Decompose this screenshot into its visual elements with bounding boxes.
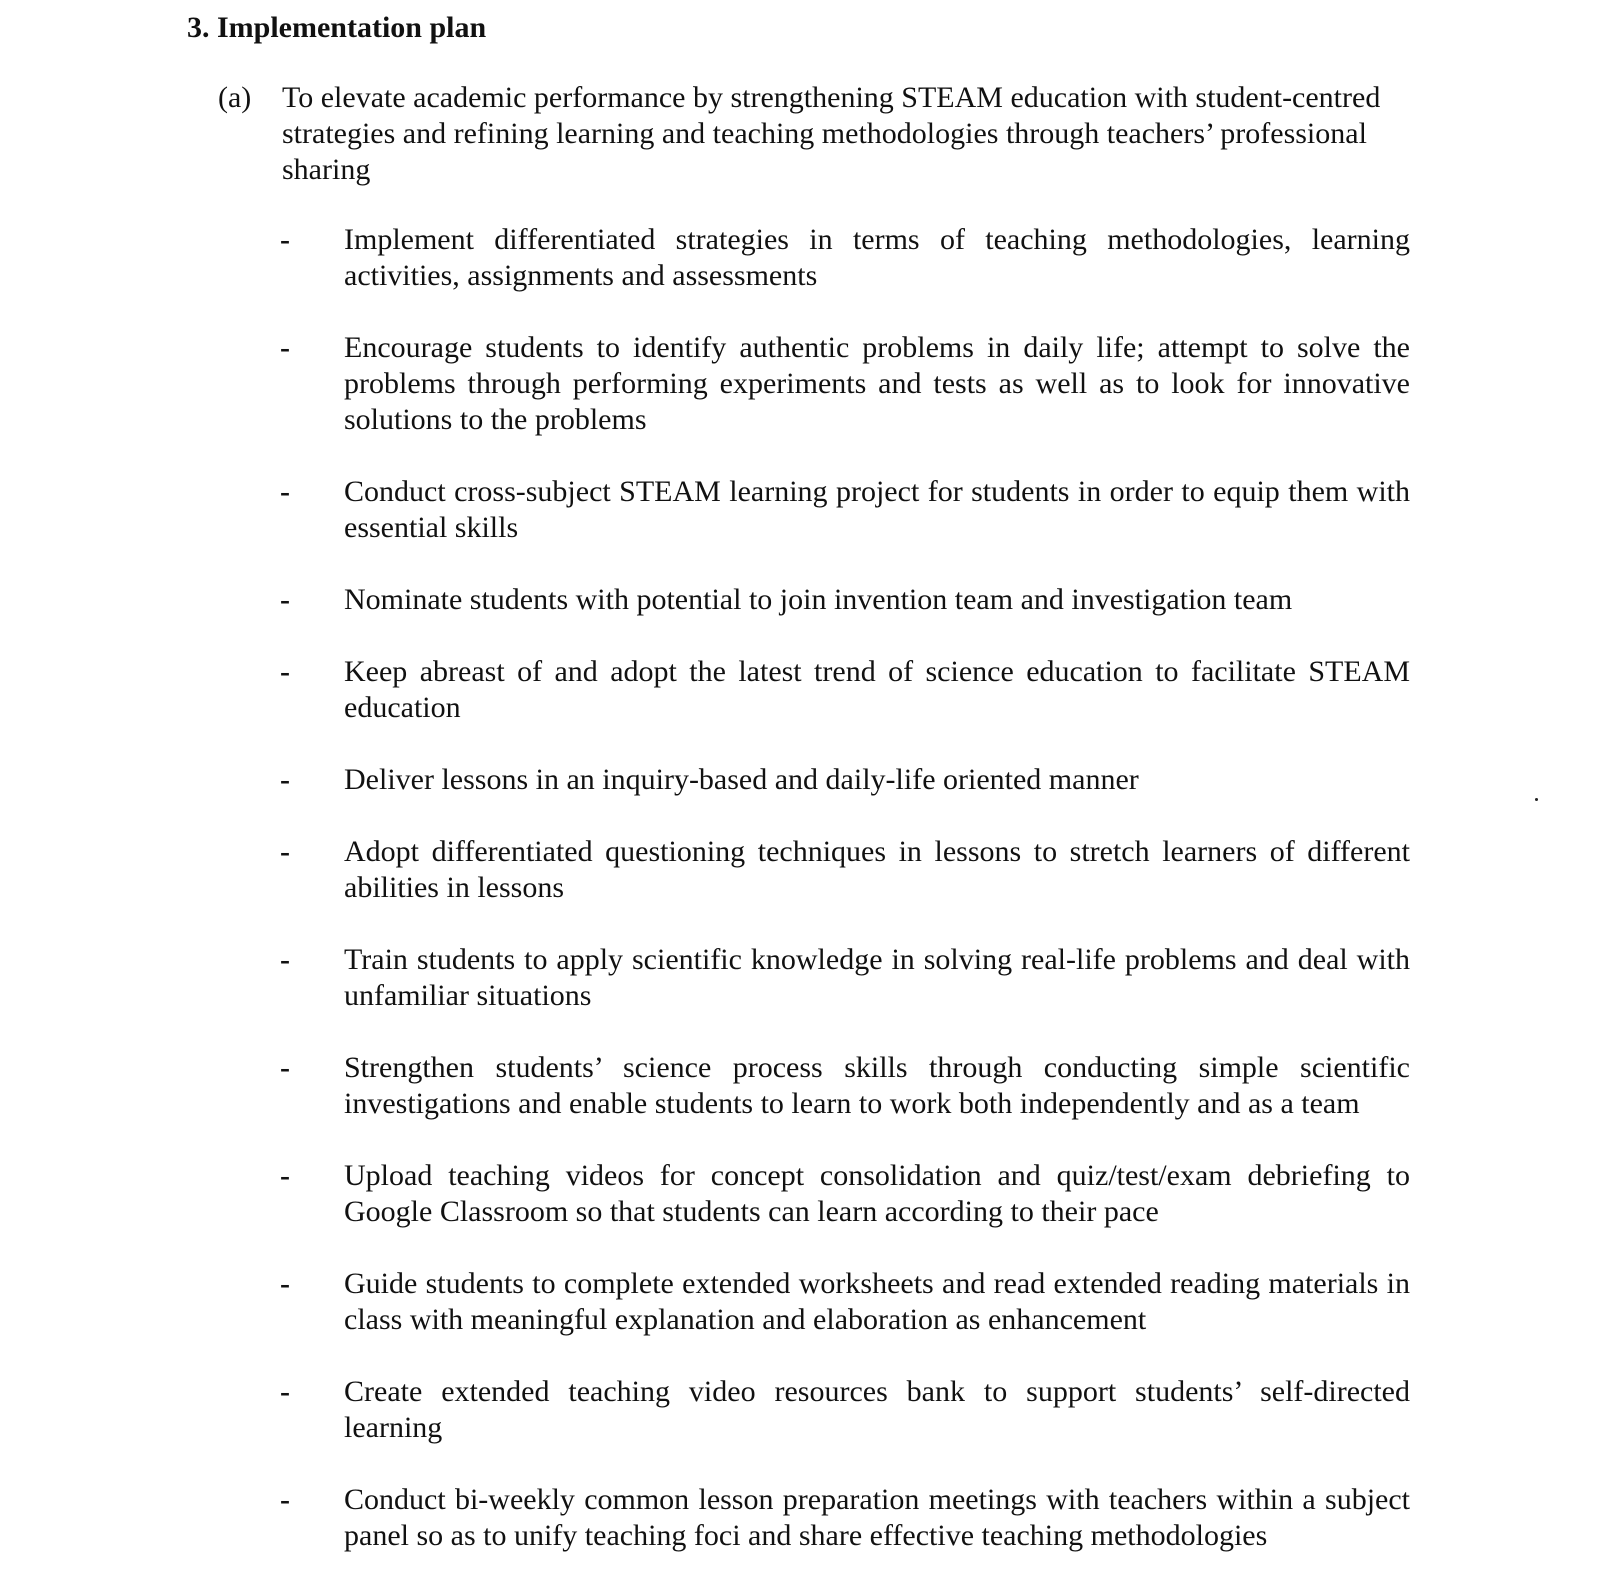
list-item-text: Adopt differentiated questioning techniques in lessons to stretch learners of different abilities in lessons	[344, 835, 1410, 904]
list-item	[280, 834, 1410, 906]
list-item-text: Conduct bi-weekly common lesson preparation meetings with teachers within a subject panel so as to unify teaching foci and share effective teaching methodologies	[344, 1483, 1410, 1552]
bullet-dash: -	[280, 655, 290, 688]
list-item	[280, 654, 1410, 726]
stray-mark	[1535, 798, 1538, 801]
bullet-dash: -	[280, 1375, 290, 1408]
bullet-dash: -	[280, 835, 290, 868]
list-item	[280, 222, 1410, 294]
list-item-text: Guide students to complete extended worksheets and read extended reading materials in class with meaningful explanation and elaboration as enhancement	[344, 1267, 1410, 1336]
list-item-text: Train students to apply scientific knowledge in solving real-life problems and deal with unfamiliar situations	[344, 943, 1410, 1012]
list-item-text: Deliver lessons in an inquiry-based and daily-life oriented manner	[344, 763, 1139, 796]
bullet-dash: -	[280, 1051, 290, 1084]
list-item	[280, 1482, 1410, 1554]
bullet-dash: -	[280, 763, 290, 796]
list-item	[280, 1374, 1410, 1446]
bullet-dash: -	[280, 1483, 290, 1516]
list-item	[280, 330, 1410, 438]
list-item-text: Encourage students to identify authentic problems in daily life; attempt to solve the problems through performing experiments and tests as well as to look for innovative solutions to the problems	[344, 331, 1410, 436]
bullet-dash: -	[280, 331, 290, 364]
list-item-text: Strengthen students’ science process skills through conducting simple scientific investigations and enable students to learn to work both independently and as a team	[344, 1051, 1410, 1120]
implementation-list	[280, 222, 1410, 1590]
list-item-text: Create extended teaching video resources bank to support students’ self-directed learning	[344, 1375, 1410, 1444]
list-item-text: Upload teaching videos for concept consolidation and quiz/test/exam debriefing to Google Classroom so that students can learn according to their pace	[344, 1159, 1410, 1228]
list-item	[280, 1050, 1410, 1122]
bullet-dash: -	[280, 583, 290, 616]
list-item-text: Conduct cross-subject STEAM learning project for students in order to equip them with essential skills	[344, 475, 1410, 544]
subsection-marker: (a)	[218, 81, 252, 114]
bullet-dash: -	[280, 1159, 290, 1192]
bullet-dash: -	[280, 475, 290, 508]
list-item-text: Nominate students with potential to join invention team and investigation team	[344, 583, 1293, 616]
bullet-dash: -	[280, 223, 290, 256]
list-item	[280, 762, 1410, 798]
list-item	[280, 1266, 1410, 1338]
subsection-text: To elevate academic performance by strengthening STEAM education with student-centred strategies and refining learning and teaching methodologies through teachers’ professional sharing	[282, 81, 1381, 186]
list-item	[280, 1158, 1410, 1230]
bullet-dash: -	[280, 943, 290, 976]
list-item-text: Implement differentiated strategies in terms of teaching methodologies, learning activities, assignments and assessments	[344, 223, 1410, 292]
bullet-dash: -	[280, 1267, 290, 1300]
list-item	[280, 474, 1410, 546]
list-item	[280, 942, 1410, 1014]
list-item	[280, 582, 1410, 618]
subsection-a	[218, 80, 1381, 188]
section-title: 3. Implementation plan	[187, 11, 487, 44]
list-item-text: Keep abreast of and adopt the latest trend of science education to facilitate STEAM education	[344, 655, 1410, 724]
